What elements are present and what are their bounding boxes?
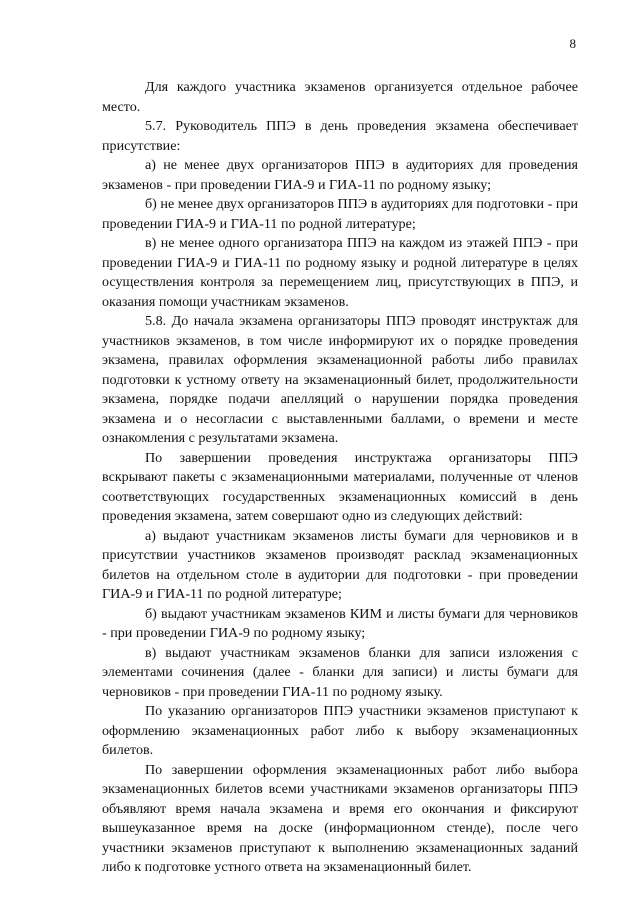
paragraph-action-a: а) выдают участникам экзаменов листы бумаги для черновиков и в присутствии участников экзаменов производят расклад экзаменационных билетов на отдельном столе в аудитории для подготовки - при проведении ГИА-9 и ГИА-11 по родной литературе;	[102, 527, 578, 602]
page-number: 8	[569, 36, 576, 51]
document-body	[102, 78, 578, 878]
paragraph-workplace: Для каждого участника экзаменов организуется отдельное рабочее место.	[102, 79, 578, 115]
paragraph-after-completion: По завершении оформления экзаменационных работ либо выбора экзаменационных билетов всеми участниками экзаменов организаторы ППЭ объявляют время начала экзамена и время его окончания и фиксируют вышеуказанное время на доске (информационном стенде), после чего участники экзаменов приступают к выполнению экзаменационных заданий либо к подготовке устного ответа на экзаменационный билет.	[102, 761, 578, 875]
paragraph-5-7-c: в) не менее одного организатора ППЭ на каждом из этажей ППЭ - при проведении ГИА-9 и ГИА-11 по родному языку и родной литературе в целях осуществления контроля за перемещением лиц, присутствующих в ППЭ, и оказания помощи участникам экзаменов.	[102, 235, 578, 310]
paragraph-action-c: в) выдают участникам экзаменов бланки для записи изложения с элементами сочинения (далее - бланки для записи) и листы бумаги для черновиков - при проведении ГИА-11 по родному языку.	[102, 644, 578, 700]
paragraph-action-b: б) выдают участникам экзаменов КИМ и листы бумаги для черновиков - при проведении ГИА-9 по родному языку;	[102, 605, 578, 641]
paragraph-5-7-a: а) не менее двух организаторов ППЭ в аудиториях для проведения экзаменов - при проведении ГИА-9 и ГИА-11 по родному языку;	[102, 157, 578, 193]
paragraph-5-8: 5.8. До начала экзамена организаторы ППЭ проводят инструктаж для участников экзаменов, в том числе информируют их о порядке проведения экзамена, правилах оформления экзаменационной работы либо правилах подготовки к устному ответу на экзаменационный билет, продолжительности экзамена, порядке подачи апелляций о нарушении порядка проведения экзамена и о несогласии с выставленными баллами, о времени и месте ознакомления с результатами экзамена.	[102, 313, 578, 446]
paragraph-on-instruction: По указанию организаторов ППЭ участники экзаменов приступают к оформлению экзаменационных работ либо к выбору экзаменационных билетов.	[102, 703, 578, 758]
paragraph-after-briefing: По завершении проведения инструктажа организаторы ППЭ вскрывают пакеты с экзаменационными материалами, полученные от членов соответствующих государственных экзаменационных комиссий в день проведения экзамена, затем совершают одно из следующих действий:	[102, 449, 578, 524]
paragraph-5-7-b: б) не менее двух организаторов ППЭ в аудиториях для подготовки - при проведении ГИА-9 и ГИА-11 по родной литературе;	[102, 196, 578, 232]
paragraph-5-7: 5.7. Руководитель ППЭ в день проведения экзамена обеспечивает присутствие:	[102, 118, 578, 154]
